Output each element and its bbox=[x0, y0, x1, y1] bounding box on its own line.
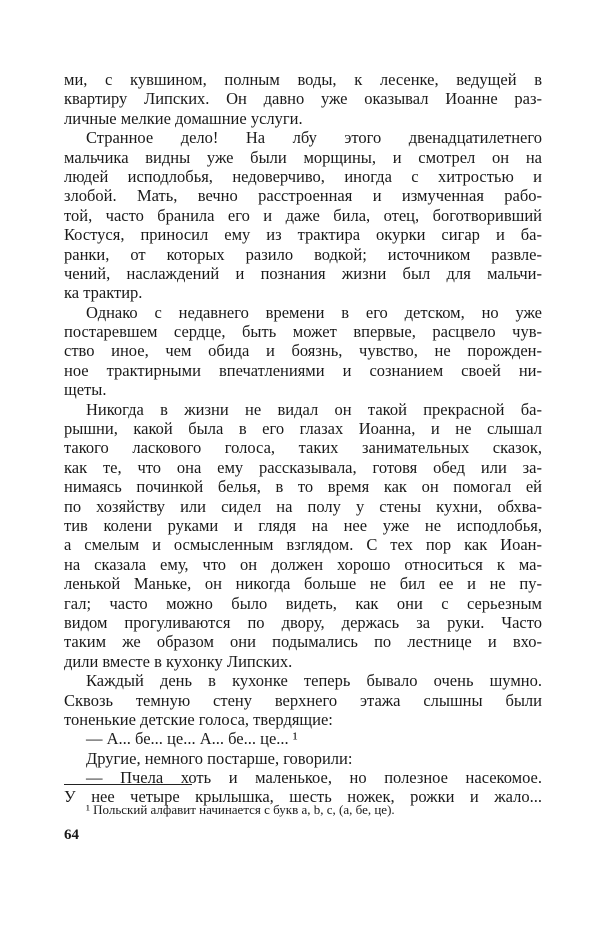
text-line: тив колени руками и глядя на нее уже не исподлобья, bbox=[64, 515, 542, 535]
text-line: личные мелкие домашние услуги. bbox=[64, 108, 303, 128]
text-line: ка трактир. bbox=[64, 283, 143, 303]
text-line: квартиру Липских. Он давно уже оказывал Иоанне раз- bbox=[64, 89, 542, 109]
text-line: видом прогуливаются по двору, держась за руки. Часто bbox=[64, 612, 542, 632]
text-line: — А... бе... це... А... бе... це... ¹ bbox=[86, 729, 298, 749]
text-line: ми, с кувшином, полным воды, к лесенке, ведущей в bbox=[64, 70, 542, 89]
text-line: Никогда в жизни не видал он такой прекрасной ба- bbox=[86, 399, 542, 419]
footnote-divider bbox=[64, 784, 192, 785]
text-line: ство иное, чем обида и боязнь, чувство, не порожден- bbox=[64, 341, 542, 361]
text-line: щеты. bbox=[64, 380, 107, 400]
text-line: ранки, от которых разило водкой; источником развле- bbox=[64, 244, 542, 264]
text-line: злобой. Мать, вечно расстроенная и измученная рабо- bbox=[64, 186, 542, 206]
text-line: тоненькие детские голоса, твердящие: bbox=[64, 709, 333, 729]
text-line: рышни, какой была в его глазах Иоанна, и не слышал bbox=[64, 419, 542, 439]
text-line: Сквозь темную стену верхнего этажа слышны были bbox=[64, 690, 542, 710]
text-line: дили вместе в кухонку Липских. bbox=[64, 651, 293, 671]
main-text bbox=[64, 70, 542, 807]
text-line: Костуся, приносил ему из трактира окурки сигар и ба- bbox=[64, 225, 542, 245]
page-number: 64 bbox=[64, 827, 79, 843]
text-line: ное трактирными впечатлениями и сознанием своей ни- bbox=[64, 360, 542, 380]
text-line: Каждый день в кухонке теперь бывало очень шумно. bbox=[86, 671, 542, 691]
text-line: Странное дело! На лбу этого двенадцатилетнего bbox=[86, 128, 542, 148]
text-line: Другие, немного постарше, говорили: bbox=[86, 748, 353, 768]
text-line: такого ласкового голоса, таких занимательных сказок, bbox=[64, 438, 542, 458]
text-line: чений, наслаждений и познания жизни был для мальчи- bbox=[64, 263, 542, 283]
text-line: на сказала ему, что он должен хорошо относиться к ма- bbox=[64, 554, 542, 574]
text-line: как те, что она ему рассказывала, готовя обед или за- bbox=[64, 457, 542, 477]
text-line: Однако с недавнего времени в его детском, но уже bbox=[86, 302, 542, 322]
text-line: постаревшем сердце, быть может впервые, расцвело чув- bbox=[64, 322, 542, 342]
text-line: У нее четыре крылышка, шесть ножек, рожки и жало... bbox=[64, 787, 542, 807]
text-line: мальчика видны уже были морщины, и смотрел он на bbox=[64, 147, 542, 167]
text-line: гал; часто можно было видеть, как они с серьезным bbox=[64, 593, 542, 613]
footnote: ¹ Польский алфавит начинается с букв a, b, c, (а, бе, це). bbox=[86, 802, 395, 817]
text-line: по хозяйству или сидел на полу у стены кухни, обхва- bbox=[64, 496, 542, 516]
text-line: нимаясь починкой белья, в то время как он помогал ей bbox=[64, 477, 542, 497]
text-line: той, часто бранила его и даже била, отец, боготворивший bbox=[64, 205, 542, 225]
text-line: таким же образом они подымались по лестнице и вхо- bbox=[64, 632, 542, 652]
text-line: ленькой Маньке, он никогда больше не бил ее и не пу- bbox=[64, 574, 542, 594]
text-line: а смелым и осмысленным взглядом. С тех пор как Иоан- bbox=[64, 535, 542, 555]
text-line: — Пчела хоть и маленькое, но полезное насекомое. bbox=[86, 768, 542, 788]
text-line: людей исподлобья, недоверчиво, иногда с хитростью и bbox=[64, 166, 542, 186]
